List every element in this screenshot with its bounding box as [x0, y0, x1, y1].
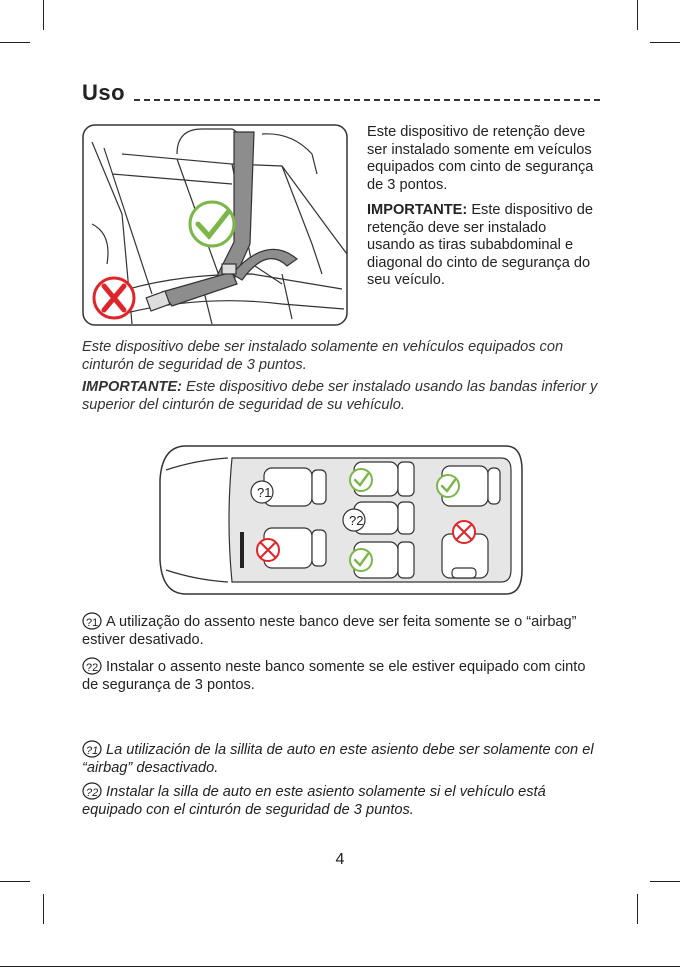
es-note-1-text: La utilización de la sillita de auto en este asiento debe ser solamente con el “airbag” desactivado. — [82, 742, 594, 776]
pt-important — [367, 202, 597, 290]
car-seating-diagram — [156, 440, 526, 600]
pt-note-1-text: A utilização do assento neste banco deve ser feita somente se o “airbag” estiver desativado. — [82, 614, 577, 648]
pt-note-1 — [82, 612, 602, 649]
es-note-1-marker: ?1 — [86, 745, 99, 757]
question-icon — [82, 782, 102, 800]
diagram-marker-1: ?1 — [257, 485, 272, 500]
pt-note-2-marker: ?2 — [86, 662, 99, 674]
pt-note-2-text: Instalar o assento neste banco somente se ele estiver equipado com cinto de segurança de 3 pontos. — [82, 659, 586, 693]
page-number: 4 — [335, 851, 345, 868]
es-important-label: IMPORTANTE: — [82, 379, 182, 395]
crop-mark — [0, 42, 30, 43]
pt-description — [367, 124, 597, 298]
question-icon — [82, 612, 102, 630]
pt-note-2 — [82, 657, 602, 694]
crop-mark — [43, 0, 44, 30]
pt-important-label: IMPORTANTE: — [367, 202, 468, 218]
crop-mark — [0, 881, 30, 882]
crop-mark — [43, 894, 44, 924]
es-intro: Este dispositivo debe ser instalado solamente en vehículos equipados con cinturón de seguridad de 3 puntos. — [82, 339, 564, 373]
crop-mark — [637, 0, 638, 30]
crop-mark — [650, 881, 680, 882]
es-important-text: Este dispositivo debe ser instalado usando las bandas inferior y superior del cinturón de seguridad de su vehículo. — [82, 379, 598, 413]
question-icon — [82, 657, 102, 675]
es-note-2 — [82, 782, 602, 819]
pt-intro: Este dispositivo de retenção deve ser instalado somente em veículos equipados com cinto de segurança de 3 pontos. — [367, 124, 594, 193]
crop-mark — [637, 894, 638, 924]
es-note-2-text: Instalar la silla de auto en este asiento solamente si el vehículo está equipado con el cinturón de seguridad de 3 puntos. — [82, 784, 546, 818]
title-dash-line — [134, 99, 600, 101]
es-note-2-marker: ?2 — [86, 787, 99, 799]
es-note-1 — [82, 740, 602, 777]
page-bottom-line — [0, 966, 680, 967]
page-title: Uso — [82, 80, 126, 105]
seat-belt-illustration — [82, 124, 348, 326]
pt-important-text: Este dispositivo de retenção deve ser instalado usando as tiras subabdominal e diagonal do cinto de segurança do seu veículo. — [367, 202, 594, 288]
diagram-marker-2: ?2 — [349, 513, 364, 528]
pt-note-1-marker: ?1 — [86, 617, 99, 629]
crop-mark — [650, 42, 680, 43]
es-description — [82, 338, 602, 418]
question-icon — [82, 740, 102, 758]
es-important — [82, 378, 602, 414]
